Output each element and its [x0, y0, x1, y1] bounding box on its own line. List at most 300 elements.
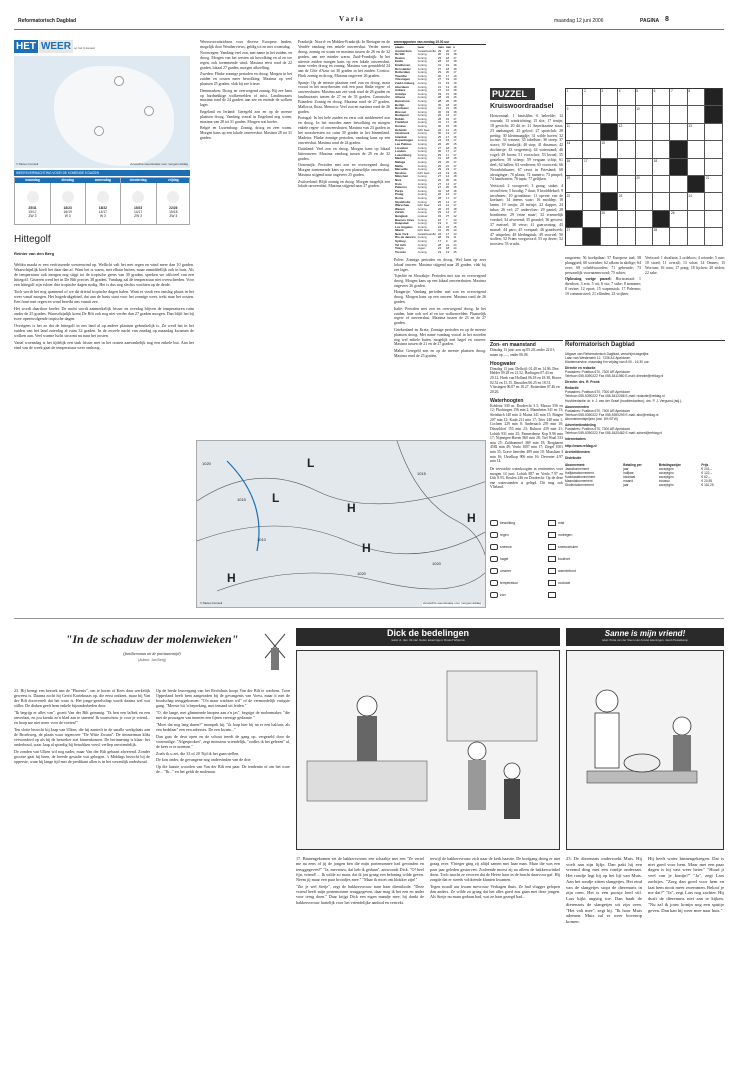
serial-paragraph: Dan gaat de deur open en de schout treedt de gang op, vergezeld door de voormalige. "Afgesproken", zegt monsieur vriendelijk, "oodles ik het gelezen" al, de kees er te noemen." — [156, 733, 290, 749]
table-cell: Praag — [395, 192, 404, 197]
table-cell: Tel Aviv — [395, 242, 407, 247]
story-body — [14, 262, 194, 467]
crossword-cell[interactable] — [601, 106, 618, 123]
sun-icon — [97, 191, 109, 203]
table-cell: 19 — [453, 80, 457, 85]
city-table-wrap — [394, 40, 486, 255]
crossword-cell[interactable] — [566, 89, 583, 106]
crossword-cell[interactable] — [670, 89, 687, 106]
table-cell: Jaarabonnement — [565, 466, 589, 471]
serial-paragraph: "O, die lange, met glimmende knopen aan z'n jas", begrijpt de molenmaker, "die met de pruwagen van inneren een fijnen vreesige gedaante." — [156, 710, 290, 721]
crossword-cell[interactable] — [583, 106, 600, 123]
serial-paragraph: De kon onder, de gevangene nog ondervinden van de drie. — [156, 757, 252, 763]
table-cell: 17 — [445, 195, 450, 200]
table-cell: Berlijn — [395, 102, 405, 107]
table-cell: 13 — [445, 170, 450, 175]
table-cell: 17 — [453, 116, 457, 121]
colophon-line: Telefoon 055-5390222 Fax 055-5412288 E-mail: redactie@refdag.nl — [565, 394, 665, 399]
crossword-cell[interactable] — [688, 141, 705, 158]
table-cell: 26 — [437, 113, 442, 118]
legend-icon — [490, 520, 498, 526]
city-table-title: weerrapporten van zondag 19.00 uur — [394, 40, 486, 45]
crossword-cell[interactable] — [670, 176, 687, 193]
serial-subtitle: (familieroman uit de partisanentijd) — [123, 651, 181, 656]
table-cell: 31 — [437, 80, 442, 85]
table-cell: 16 — [453, 177, 457, 182]
crossword-number: 2 — [583, 89, 586, 94]
crossword-cell[interactable] — [583, 193, 600, 210]
map-title: Verwachte weersituatie voor morgenmiddag — [422, 602, 481, 606]
europe-forecast-paragraph: Weersvooruitzichten voor diverse Europese landen, mogelijk door Weatherviews, geldig tot en met woensdag. — [200, 40, 292, 49]
pressure-label: 1015 — [237, 497, 246, 502]
table-cell: 17 — [453, 131, 457, 136]
table-cell: 26 — [437, 206, 442, 211]
table-cell: Warschau — [395, 203, 410, 208]
table-cell: zonnig — [417, 55, 427, 60]
table-cell: 29 — [437, 48, 442, 53]
table-cell: zonnig — [417, 224, 427, 229]
crossword-cell[interactable] — [566, 141, 583, 158]
table-cell: zwaarbewolkt — [417, 231, 436, 236]
crossword-cell[interactable] — [583, 159, 600, 176]
table-cell: 24 — [437, 246, 442, 251]
crossword-cell[interactable] — [653, 124, 670, 141]
table-cell: zonnig — [417, 98, 427, 103]
crossword-cell[interactable] — [670, 228, 687, 245]
table-cell: regen — [417, 246, 426, 251]
comic-2-caption: Hij heeft water binnengekregen. Dat is niet goed voor hem. Maar met een paar dagen is hij vast weer beter." "Houd ji veel van je konijn?" "Ja", zegt Lars zachtjes. "Zorg dan goed voor hem en laat hem nooit meer zwemmen. Beloof je me dat?" "Ja", zegt Lars nog zachter. Hij durft de dierenarts niet aan te kijken. "Nu zal ik jouw konijn nog een spuitje geven. Dan kan hij weer mee naar huis." — [648, 856, 724, 913]
crossword-cell[interactable] — [705, 124, 722, 141]
table-cell: Buenos Aires — [395, 217, 415, 222]
table-cell: 9 — [445, 221, 448, 226]
table-cell: 27 — [437, 174, 442, 179]
table-cell: 22 — [437, 127, 442, 132]
table-cell: zonnig — [417, 217, 427, 222]
table-cell: 17 — [453, 203, 457, 208]
table-cell: 27 — [437, 181, 442, 186]
crossword-cell[interactable] — [618, 89, 635, 106]
legend-label: zon — [500, 592, 506, 597]
crossword-cell[interactable] — [601, 141, 618, 158]
table-cell: Bordeaux — [395, 106, 409, 111]
isobar — [217, 571, 486, 591]
crossword-cell[interactable] — [670, 193, 687, 210]
table-cell: 18 — [453, 124, 457, 129]
table-cell: 30 — [437, 109, 442, 114]
crossword-cell[interactable] — [618, 106, 635, 123]
crossword-cell[interactable] — [583, 176, 600, 193]
crossword-number: 24 — [688, 193, 692, 198]
table-cell: maand — [623, 478, 634, 483]
europe-forecast-1 — [200, 40, 292, 432]
table-row — [394, 251, 458, 255]
table-cell: 17 — [453, 113, 457, 118]
table-cell: zonnig — [417, 210, 427, 215]
crossword-cell[interactable] — [705, 176, 722, 193]
low-pressure-label: L — [307, 456, 315, 470]
table-cell: 30 — [437, 124, 442, 129]
table-cell: 29 — [437, 160, 442, 164]
crossword-cell[interactable] — [566, 124, 583, 141]
comic-2-title: Sanne is mijn vriend! — [604, 629, 686, 638]
price-heading: Abonnement — [565, 462, 585, 467]
forecast-max: 22/26 — [169, 206, 178, 210]
colophon-line: Redactie — [565, 386, 579, 391]
crossword-cell[interactable] — [653, 211, 670, 228]
table-cell: 21 — [437, 84, 442, 89]
crossword-cell[interactable] — [618, 159, 635, 176]
crossword-number: 16 — [566, 158, 571, 163]
crossword-cell[interactable] — [601, 89, 618, 106]
solution-vertical: Verticaal: 1 dwaliniz; 2 ordeloos; 4 rotonde; 5 rute; 10 stoed; 11 overall; 13 schat; 14 Omnes; 15 Worrum; 16 orna; 17 pong; 18 lijchen; 20 stiden; 22 sake. — [645, 256, 725, 275]
table-cell: 22 — [445, 95, 450, 100]
clues-continued: rangorem; 56 hoekpilaar; 57 Europese taal; 58 planggoed; 60 soortdier; 62 afkom in akelige; 64 over; 69 scheldwoorden; 71 gebeurde; 73 persoonlijk voornaamwoord; 75 achter. — [565, 256, 641, 275]
table-cell: zonnig — [417, 149, 427, 154]
colophon-line: Telefoon 055-5390222 Fax 055-5411980 E-mail: directie@refdag.nl — [565, 374, 664, 379]
table-cell: 20 — [445, 70, 450, 75]
europe-forecast-paragraph: Polen: Zonnige perioden en droog. Wel kans op zeer lokaal onweer. Maxima stijgend naar 28 graden, vlak bij zee lager. — [394, 258, 486, 272]
table-cell: 18 — [453, 120, 457, 125]
pressure-label: 1020 — [202, 461, 211, 466]
crossword-cell[interactable] — [636, 211, 653, 228]
crossword-cell[interactable] — [670, 141, 687, 158]
table-cell: € 241,– — [701, 466, 713, 471]
crossword-cell[interactable] — [618, 211, 635, 228]
crossword-cell[interactable] — [618, 193, 635, 210]
legend-label: regen — [500, 532, 509, 537]
table-cell: zonnig — [417, 235, 427, 240]
table-cell: 31 — [437, 228, 442, 233]
legend-label: occlusie — [558, 580, 571, 585]
crossword-cell[interactable] — [601, 193, 618, 210]
table-cell: 18 — [453, 188, 457, 193]
table-cell: 18 — [453, 52, 457, 57]
table-cell: 11 — [445, 127, 449, 132]
crossword-cell[interactable] — [636, 193, 653, 210]
table-cell: Toronto — [395, 249, 407, 254]
crossword-cell[interactable] — [670, 159, 687, 176]
price-heading: Prijs — [701, 462, 709, 467]
table-cell: 19 — [445, 235, 450, 240]
crossword-cell[interactable] — [583, 141, 600, 158]
table-cell: 13 — [453, 231, 457, 236]
forecast-max: 19/23 — [133, 206, 143, 210]
legend-label: hagel — [500, 556, 509, 561]
legend-label: bewolking — [500, 520, 516, 525]
price-heading: Betalingswijze — [658, 462, 681, 467]
table-cell: 17 — [445, 152, 450, 157]
forecast-max: 18/23 — [63, 206, 72, 210]
forecast-day-name: donderdag — [121, 178, 156, 183]
comic-1-text-1 — [296, 856, 424, 1016]
table-cell: 30 — [437, 131, 442, 136]
forecast-day — [15, 178, 51, 225]
table-cell: Moskou — [395, 170, 407, 175]
table-cell: 29 — [437, 152, 442, 157]
crossword-cell[interactable] — [636, 106, 653, 123]
table-cell: 18 — [453, 59, 457, 64]
table-cell: zonnig — [417, 109, 427, 114]
crossword-cell[interactable] — [688, 106, 705, 123]
crossword-cell[interactable] — [618, 228, 635, 245]
page-divider — [14, 618, 724, 619]
crossword-cell[interactable] — [636, 89, 653, 106]
table-cell: zonnig — [417, 239, 427, 244]
legend-icon — [548, 520, 556, 526]
crossword-cell[interactable] — [688, 124, 705, 141]
table-cell: 27 — [437, 185, 442, 190]
crossword-cell[interactable] — [566, 106, 583, 123]
crossword-cell[interactable] — [653, 176, 670, 193]
table-cell: licht bew. — [417, 170, 431, 175]
crossword-number: 15 — [601, 141, 605, 146]
crossword-cell[interactable] — [653, 106, 670, 123]
crossword-cell[interactable] — [636, 228, 653, 245]
crossword-cell[interactable] — [583, 89, 600, 106]
table-cell: acceptgiro — [658, 466, 674, 471]
city-table-heading: weer — [417, 45, 425, 49]
table-cell: 28 — [437, 235, 442, 240]
crossword-cell[interactable] — [688, 228, 705, 245]
weather-logo-a: HET — [16, 41, 36, 52]
table-cell: Studentabonnement — [565, 482, 594, 487]
crossword-cell[interactable] — [688, 159, 705, 176]
crossword-cell[interactable] — [601, 228, 618, 245]
table-cell: 30 — [437, 73, 442, 78]
crossword-cell[interactable] — [566, 228, 583, 245]
crossword-cell[interactable] — [705, 211, 722, 228]
comic-1-caption: 17. Binnengekomen zet de bakkersvrouw een schaaltje met een "Ze vertel me na eens of jij de jongen ben die mijn portemonnee had gevonden en teruggegeven?" "Ja, mevrouw, dat heb ik gedaan", antwoordt Dick. "O! heel fijn, vriend! ... Ik wilde zo maar, dat ik jou graag een beloning wilde geven. Neem jij maar een paar broodjes mee." "Maar ik moet om klokker zijn!" — [296, 856, 424, 882]
table-cell: 22 — [437, 231, 442, 236]
table-cell: 14 — [445, 113, 450, 118]
table-cell: 17 — [453, 210, 457, 215]
serial-header — [14, 628, 290, 684]
table-cell: zonnig — [417, 152, 427, 157]
story-paragraph: Het wordt daardoor koeler. De nacht wordt aanmerkelijk frisser en overdag blijven de temperaturen ruim onder de 25 graden. Waarschijnlijk komt De Bilt ook nog niet verder dan 27 graden morgen. Dan blijft het bij twee opeenvolgende tropische dagen. — [14, 306, 194, 322]
table-cell: 17 — [445, 149, 450, 154]
story-paragraph: Vanaf woensdag is het tijdelijk een stuk frisser met in het oosten aanvankelijk nog een enkele bui. Aan het eind van de week gaat de temperatuur weer omhoog. — [14, 339, 194, 351]
legend-icon — [548, 592, 556, 598]
high-water-title: Hoogwater — [490, 360, 516, 367]
rabbit-icon — [624, 754, 660, 772]
europe-forecast-paragraph: Frankrijk: Noord- en Midden-Frankrijk: In Bretagne en de Vendée vandaag een enkele onweersbui. Verder meest droog, zonnig en warm en maxima tussen de 26 en de 32 graden, aan zee minder warm. Zuid-Frankrijk: In het uiterste zuiden morgen kans op een lokale onweersbui, maar verder droog en zonnig. Maxima van gemiddeld 24 aan de Côte d'Azur tot 30 graden in het zuiden. Corsica: Flink zonnig en droog. Maxima ongeveer 26 graden. — [298, 40, 390, 79]
city-table-heading: plaats — [395, 45, 404, 49]
table-cell: 18 — [453, 174, 457, 179]
legend-icon — [548, 544, 556, 550]
crossword-cell[interactable] — [636, 159, 653, 176]
table-cell: 18 — [453, 84, 457, 89]
table-cell: jaar — [623, 466, 629, 471]
legend-label: sneeuwbuien — [558, 544, 578, 549]
table-cell: Bangkok — [395, 213, 408, 218]
crossword-cell[interactable] — [705, 89, 722, 106]
table-cell: 19 — [437, 221, 442, 226]
europe-forecast-paragraph: Malta: Geregeld zon en op de meeste plaatsen droog. Maxima rond de 25 graden. — [394, 348, 486, 358]
table-cell: 15 — [453, 224, 457, 229]
table-cell: 17 — [453, 55, 457, 60]
crossword-cell[interactable] — [653, 228, 670, 245]
comic-1-caption: terwijl de bakkersvrouw zich naar de kerk haastte. De korfgang droeg er niet graag over. Vlrieger ging zij altijd samen met haar man. Maar die was een paar jaar geleden gestorven. Zodoende moest zij na alleen de bakkerswinkel doen. Toch mocht ze ervoren dat de Heere haar in de bracht daarvoor gaf. Hij zorgde dat er steeds voldoende klanten kwamen. — [430, 856, 560, 882]
crossword-cell[interactable] — [566, 176, 583, 193]
isobars — [197, 441, 486, 608]
forecast-day — [50, 178, 86, 225]
table-cell: acceptgiro — [658, 470, 674, 475]
serial-paragraph: Zoals ik u zei, die 33 of 20 Tijd ik het gaan stellen. — [156, 750, 240, 756]
table-cell: zonnig — [417, 62, 427, 67]
water-levels-title: Waterhoogten — [490, 397, 524, 404]
crossword-cell[interactable] — [653, 141, 670, 158]
table-cell: 31 — [437, 156, 442, 161]
crossword-cell[interactable] — [601, 124, 618, 141]
forecast-min: 14/17 — [133, 210, 143, 215]
crossword-cell[interactable] — [583, 211, 600, 228]
crossword-cell[interactable] — [601, 176, 618, 193]
crossword-cell[interactable] — [670, 211, 687, 228]
crossword-number: 14 — [566, 141, 571, 146]
city-table-heading: min — [445, 45, 452, 49]
crossword-cell[interactable] — [705, 106, 722, 123]
table-cell: Sydney — [395, 239, 406, 244]
table-cell: Stockholm — [395, 199, 411, 204]
crossword-cell[interactable] — [636, 124, 653, 141]
europe-forecast-paragraph: Hongarije: Vandaag perioden met zon en overwegend droog. Morgen kans op een onweer. Maxima rond de 26 graden. — [394, 290, 486, 305]
serial-paragraph: Op die laatste woorden van Van der Bilt een paar. De tendentie of om het ware de... "Ik..." en het geldt de molenaar. — [156, 763, 290, 775]
crossword-grid[interactable] — [565, 88, 723, 246]
table-cell: 18 — [453, 88, 457, 93]
crossword-cell[interactable] — [618, 141, 635, 158]
comic-1-text-2 — [430, 856, 560, 1016]
table-cell: 17 — [453, 48, 457, 53]
table-cell: 17 — [453, 160, 457, 164]
crossword-cell[interactable] — [601, 211, 618, 228]
crossword-cell[interactable] — [705, 159, 722, 176]
table-cell: Halfjaarabonnement — [565, 470, 594, 475]
crossword-cell[interactable] — [670, 106, 687, 123]
table-cell: Athene — [395, 95, 406, 100]
table-cell: zonnig — [417, 59, 427, 64]
crossword-cell[interactable] — [601, 159, 618, 176]
crossword-cell[interactable] — [566, 211, 583, 228]
legend-label: sneeuw — [500, 544, 512, 549]
price-table — [565, 463, 725, 487]
crossword-cell[interactable] — [688, 193, 705, 210]
table-cell: incasso — [658, 478, 670, 483]
table-cell: 18 — [453, 62, 457, 67]
table-cell: 28 — [437, 195, 442, 200]
table-cell: zonnig — [417, 242, 427, 247]
table-cell: New York — [395, 231, 409, 236]
crossword-cell[interactable] — [670, 124, 687, 141]
table-cell: 16 — [453, 145, 457, 150]
issue-date: maandag 12 juni 2006 — [554, 18, 604, 24]
table-cell: Vlissingen — [395, 77, 411, 82]
sun-moon-title: Zon- en maanstand — [490, 340, 563, 348]
comic-2-header — [566, 628, 724, 646]
table-cell: 16 — [453, 170, 457, 175]
crossword-number: 6 — [653, 89, 656, 94]
crossword-cell[interactable] — [636, 141, 653, 158]
crossword-cell[interactable] — [688, 89, 705, 106]
table-cell: zonnig — [417, 77, 427, 82]
crossword-number: 25 — [601, 211, 605, 216]
legend-label: temperatuur — [500, 580, 519, 585]
crossword-number: 1 — [566, 89, 569, 94]
comic-2-caption: 23. De dierenarts onderzoekt Muis. Hij voelt aan zijn lijfje. Dan pakt hij een vreemd ding met een rondje onderaan. Het rondje legt hij op het lijf van Muis. Aan het rondje zitten slangetjes. Het eind van de slangetjes stopt de dierenarts in zijn oren. Het is een poosje heel stil. Lars kijkt angstig toe. Dan haalt de dierenarts de slangetjes uit zijn oren. "Het valt mee", zegt hij. "Ik hoor Muis ademen. Muis zal er weer bovenop komen. — [566, 856, 642, 925]
legend-icon — [490, 568, 498, 574]
legend-label: motregen — [558, 532, 573, 537]
table-cell: zonnig — [417, 185, 427, 190]
table-cell: 31 — [437, 62, 442, 67]
forecast-max: 25/31 — [28, 206, 37, 210]
crossword-cell[interactable] — [688, 211, 705, 228]
crossword-cell[interactable] — [653, 159, 670, 176]
table-cell: 10 — [453, 239, 457, 244]
table-cell: 18 — [445, 156, 450, 161]
table-cell: zonnig — [417, 160, 427, 164]
crossword-cell[interactable] — [618, 176, 635, 193]
table-cell: Marseille — [395, 167, 408, 172]
table-cell: 14 — [445, 181, 450, 186]
crossword-cell[interactable] — [583, 124, 600, 141]
crossword-cell[interactable] — [636, 176, 653, 193]
sun-icon — [27, 191, 39, 203]
table-cell: 31 — [437, 120, 442, 125]
europe-forecast-paragraph: Denemarken: Droog en overwegend zonnig. Bij zee kans op hardnekkige wolkenvelden of mist. Landinwaarts maxima rond de 24 graden, aan zee en entinde de wolken lager. — [200, 88, 292, 108]
table-cell: 18 — [453, 98, 457, 103]
serial-paragraph: "Ik begrijp er alles van", groeit Van der Bilt grimmig. "Ik ben een lafbek en een onverlaat, en jou krenkt zo'n blad aan te smeren! Ik waarschuw je voor je vriend... en hoop me niet meer voor de voeten!" — [14, 710, 150, 726]
table-cell: 17 — [445, 120, 450, 125]
crossword-cell[interactable] — [653, 193, 670, 210]
crossword-cell[interactable] — [705, 193, 722, 210]
crossword-cell[interactable] — [653, 89, 670, 106]
comic-2-panel — [566, 650, 724, 850]
forecast-min: 14/17 — [98, 210, 108, 215]
legend-icon — [548, 532, 556, 538]
table-cell: 14 — [445, 199, 450, 204]
table-cell: 14 — [445, 174, 450, 179]
crossword-cell[interactable] — [705, 228, 722, 245]
table-cell: Nice — [395, 177, 402, 182]
table-cell: 17 — [453, 192, 457, 197]
table-cell: Zürich — [395, 210, 405, 215]
table-cell: Istanbul — [395, 134, 407, 139]
crossword-cell[interactable] — [705, 141, 722, 158]
crossword-number: 9 — [566, 106, 569, 111]
forecast-wind: W 3 — [64, 214, 71, 219]
table-cell: Barcelona — [395, 98, 410, 103]
table-cell: 24 — [437, 224, 442, 229]
crossword-cell[interactable] — [583, 228, 600, 245]
story-paragraph: Toch wordt het nog spannend of we dit drietal tropische dagen halen. Want er vindt een omslag plaats in het weer vanaf morgen. Het hogedrukgebied, dat aan de basis staat voor het zonnige weer, trekt naar het oosten. Een front met regen en wind bereikt ons vanuit zee. — [14, 289, 194, 305]
crossword-cell[interactable] — [688, 176, 705, 193]
table-cell: zonnig — [417, 174, 427, 179]
colophon-line: Directie: drs. R. Pronk — [565, 380, 600, 385]
table-cell: Tokyo — [395, 246, 404, 251]
crossword-number: 18 — [653, 158, 658, 163]
crossword-cell[interactable] — [566, 159, 583, 176]
crossword-number: 19 — [566, 176, 571, 181]
weather-logo — [14, 40, 104, 54]
crossword-number: 20 — [636, 176, 640, 181]
table-cell: 16 — [453, 127, 457, 132]
isobar — [197, 526, 486, 554]
table-cell: 29 — [437, 55, 442, 60]
table-cell: zonnig — [417, 102, 427, 107]
table-cell: Palermo — [395, 185, 407, 190]
crossword-cell[interactable] — [618, 124, 635, 141]
legend-label: warmtefront — [558, 568, 576, 573]
crossword-cell[interactable] — [566, 193, 583, 210]
